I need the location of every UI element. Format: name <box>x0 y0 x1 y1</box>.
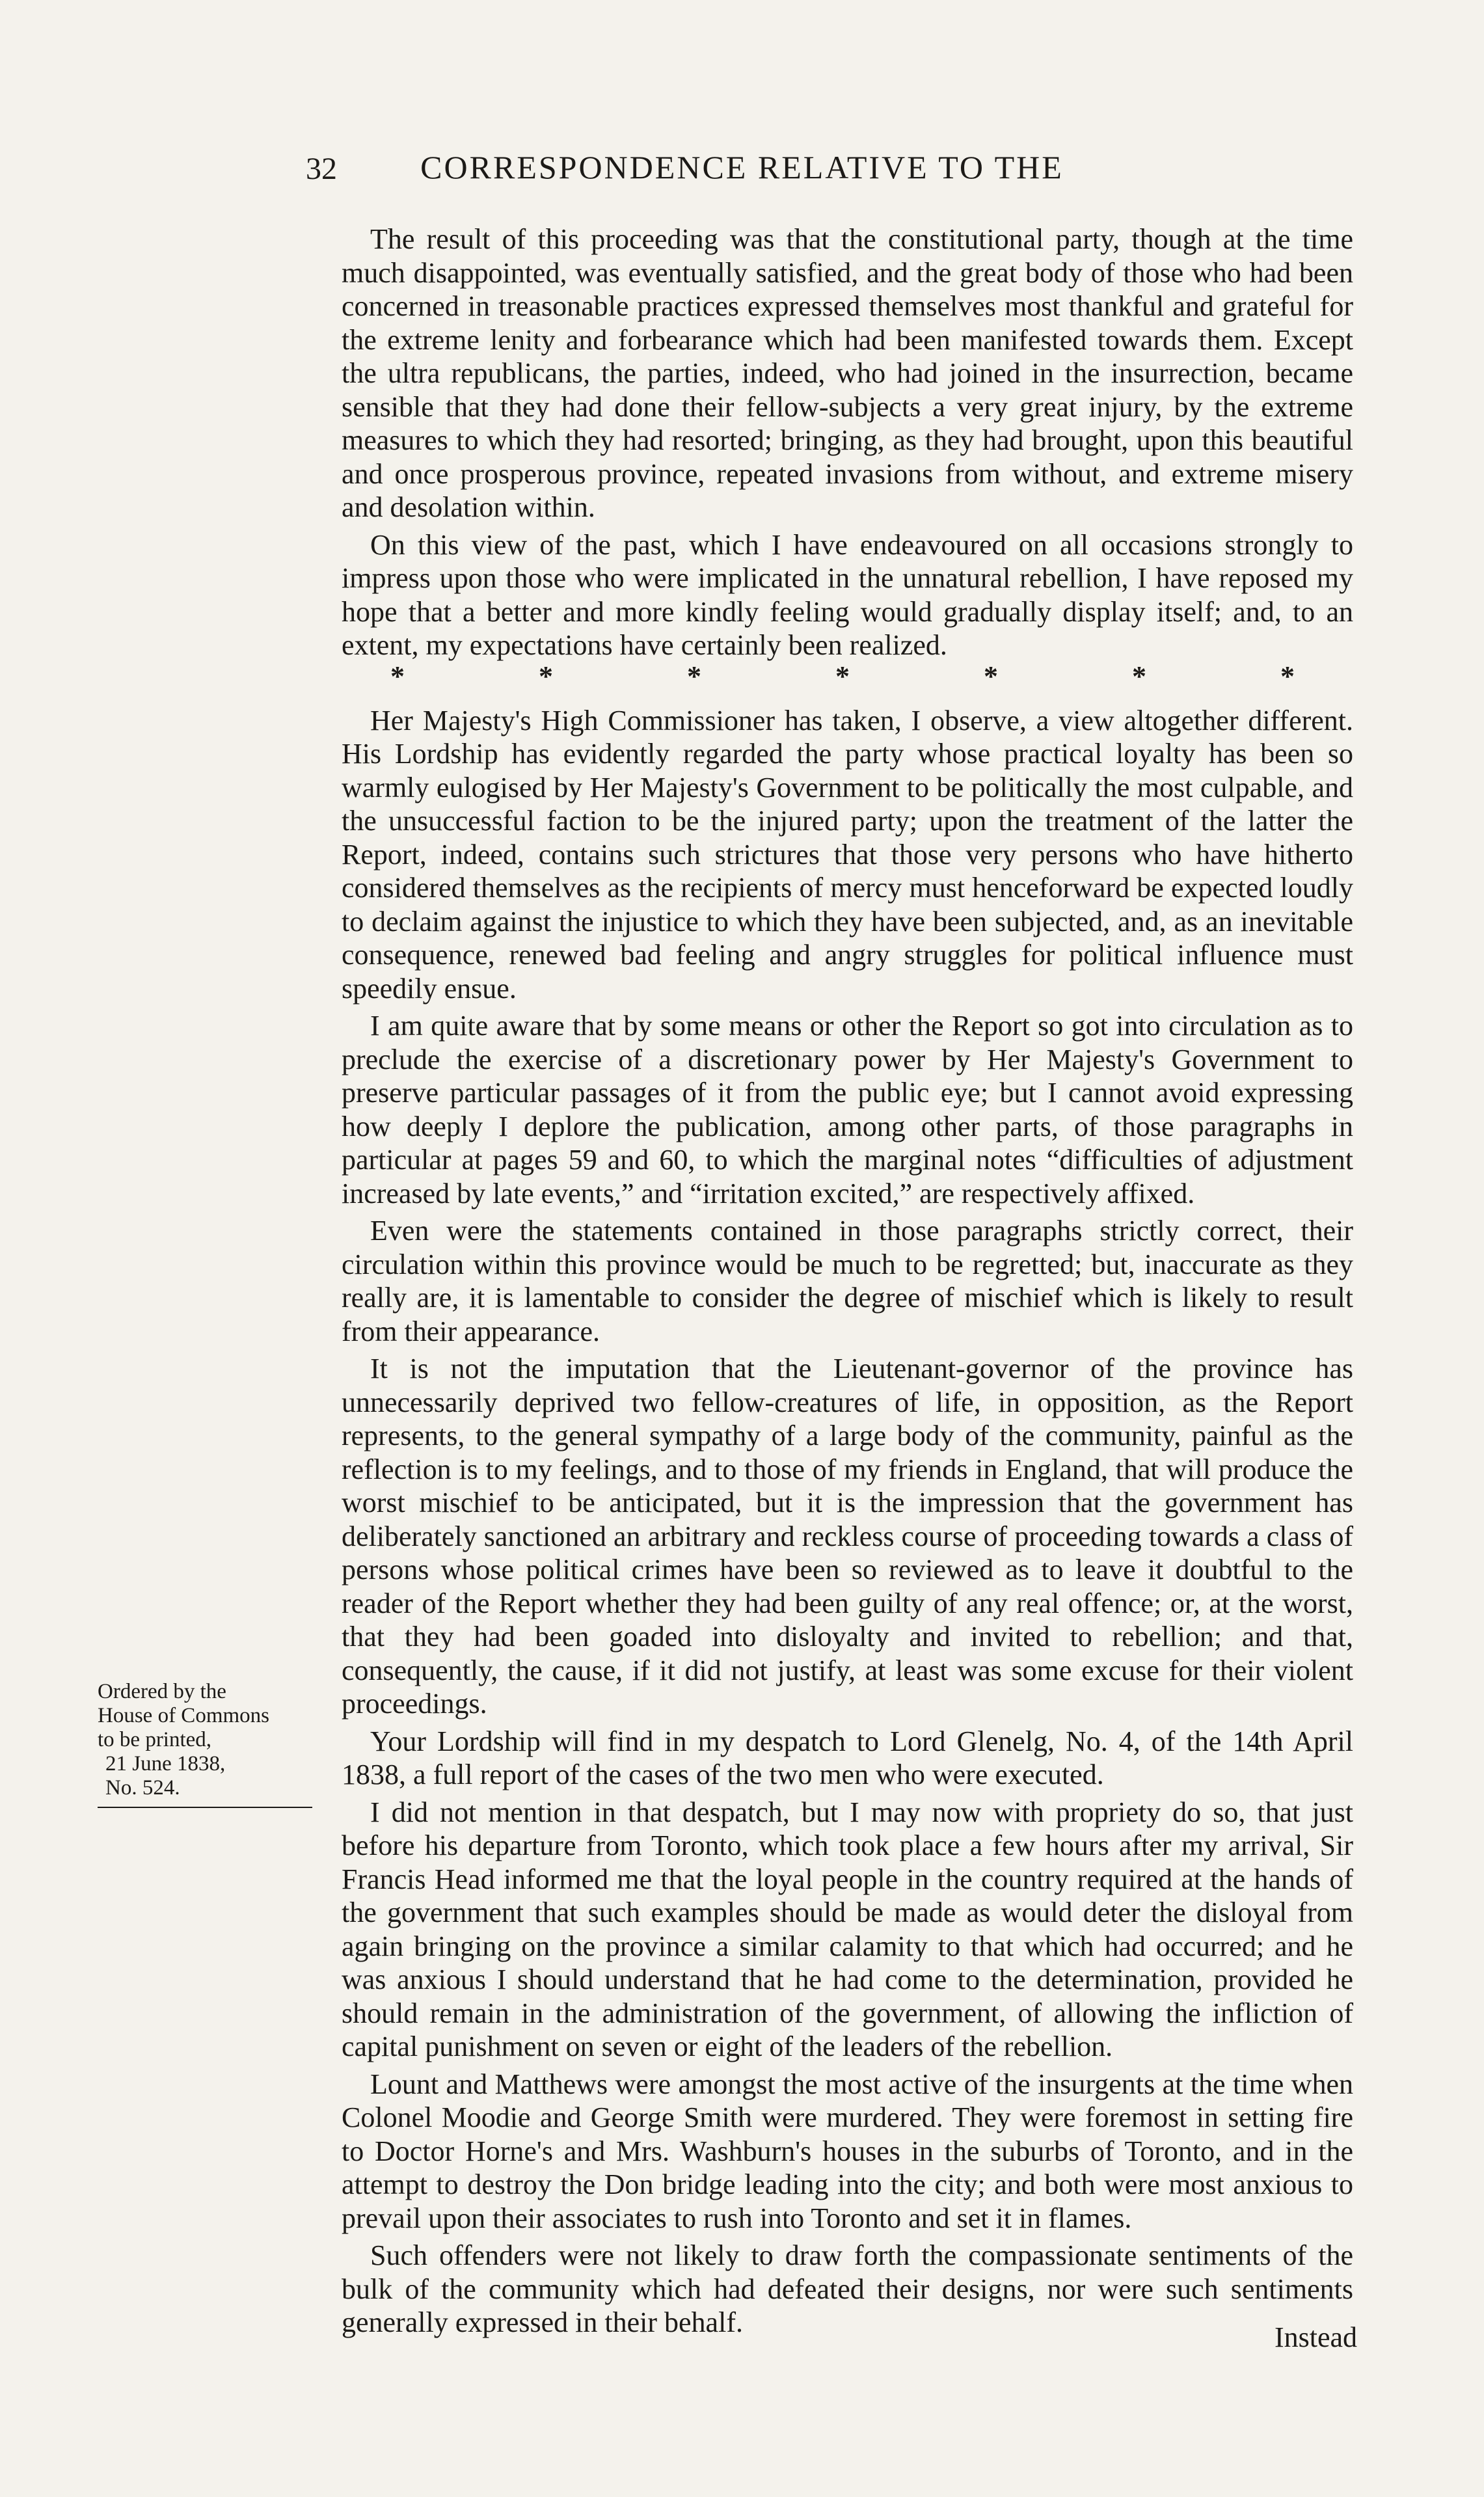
margin-note-line: House of Commons <box>98 1704 269 1727</box>
asterisk: * <box>1280 660 1295 692</box>
page-number: 32 <box>306 152 337 186</box>
asterisk: * <box>539 660 553 692</box>
asterisk-separator <box>390 660 1295 692</box>
paragraph: Lount and Matthews were amongst the most active of the insurgents at the time when Colonel Moodie and George Smith were murdered. They were foremost in setting fire to Doctor Horne's and Mrs. Washburn's houses in the suburbs of Toronto, and in the attempt to destroy the Don bridge leading into the city; and both were most anxious to prevail upon their associates to rush into Toronto and set it in flames. <box>342 2068 1353 2234</box>
margin-note-line: 21 June 1838, <box>105 1752 226 1775</box>
asterisk: * <box>390 660 405 692</box>
paragraph: Such offenders were not likely to draw forth the compassionate sentiments of the bulk of the community which had defeated their designs, nor were such sentiments generally expressed in their behalf. <box>342 2239 1353 2338</box>
paragraph: Your Lordship will find in my despatch to Lord Glenelg, No. 4, of the 14th April 1838, a full report of the cases of the two men who were executed. <box>342 1725 1353 1790</box>
margin-note-line: Ordered by the <box>98 1680 226 1703</box>
paragraph: Her Majesty's High Commissioner has taken, I observe, a view altogether different. His Lordship has evidently regarded the party whose practical loyalty has been so warmly eulogised by Her Majesty's Government to be politically the most culpable, and the unsuccessful faction to be the injured party; upon the treatment of the latter the Report, indeed, contains such strictures that those very persons who have hitherto considered themselves as the recipients of mercy must henceforward be expected loudly to declaim against the injustice to which they have been subjected, and, as an inevitable consequence, renewed bad feeling and angry struggles for political influence must speedily ensue. <box>342 704 1353 1005</box>
paragraph: I am quite aware that by some means or other the Report so got into circulation as to preclude the exercise of a discretionary power by Her Majesty's Government to preserve particular passages of it from the public eye; but I cannot avoid expressing how deeply I deplore the publication, among other parts, of those paragraphs in particular at pages 59 and 60, to which the marginal notes “difficulties of adjustment increased by late events,” and “irritation excited,” are respectively affixed. <box>342 1010 1353 1209</box>
running-head: CORRESPONDENCE RELATIVE TO THE <box>420 149 1064 185</box>
body-text <box>342 223 1353 2343</box>
asterisk: * <box>835 660 850 692</box>
asterisk: * <box>984 660 998 692</box>
asterisk: * <box>687 660 701 692</box>
paragraph: The result of this proceeding was that the constitutional party, though at the time much disappointed, was eventually satisfied, and the great body of those who had been concerned in treasonable practices expressed themselves most thankful and grateful for the extreme lenity and forbearance which had been manifested towards them. Except the ultra republicans, the parties, indeed, who had joined in the insurrection, became sensible that they had done their fellow-subjects a very great injury, by the extreme measures to which they had resorted; bringing, as they had brought, upon this beautiful and once prosperous province, repeated invasions from without, and extreme misery and desolation within. <box>342 223 1353 523</box>
paragraph: I did not mention in that despatch, but I may now with propriety do so, that just before his departure from Toronto, which took place a few hours after my arrival, Sir Francis Head informed me that the loyal people in the country required at the hands of the government that such examples should be made as would deter the disloyal from again bringing on the province a similar calamity to that which had occurred; and he was anxious I should understand that he had come to the determination, provided he should remain in the administration of the government, of allowing the infliction of capital punishment on seven or eight of the leaders of the rebellion. <box>342 1796 1353 2062</box>
margin-note <box>98 1680 312 1808</box>
paragraph: Even were the statements contained in those paragraphs strictly correct, their circulation within this province would be much to be regretted; but, inaccurate as they really are, it is lamentable to consider the degree of mischief which is likely to result from their appearance. <box>342 1215 1353 1347</box>
paragraph: On this view of the past, which I have endeavoured on all occasions strongly to impress upon those who were implicated in the unnatural rebellion, I have reposed my hope that a better and more kindly feeling would gradually display itself; and, to an extent, my expectations have certainly been realized. <box>342 528 1353 661</box>
margin-note-line: to be printed, <box>98 1728 212 1751</box>
catchword: Instead <box>1274 2321 1357 2353</box>
margin-note-line: No. 524. <box>105 1776 180 1800</box>
paragraph: It is not the imputation that the Lieutenant-governor of the province has unnecessarily deprived two fellow-creatures of life, in opposition, as the Report represents, to the general sympathy of a large body of the community, painful as the reflection is to my feelings, and to those of my friends in England, that will produce the worst mischief to be anticipated, but it is the impression that the government has deliberately sanctioned an arbitrary and reckless course of proceeding towards a class of persons whose political crimes have been so reviewed as to leave it doubtful to the reader of the Report whether they had been guilty of any real offence; or, at the worst, that they had been goaded into disloyalty and invited to rebellion; and that, consequently, the cause, if it did not justify, at least was some excuse for their violent proceedings. <box>342 1353 1353 1720</box>
asterisk: * <box>1132 660 1146 692</box>
